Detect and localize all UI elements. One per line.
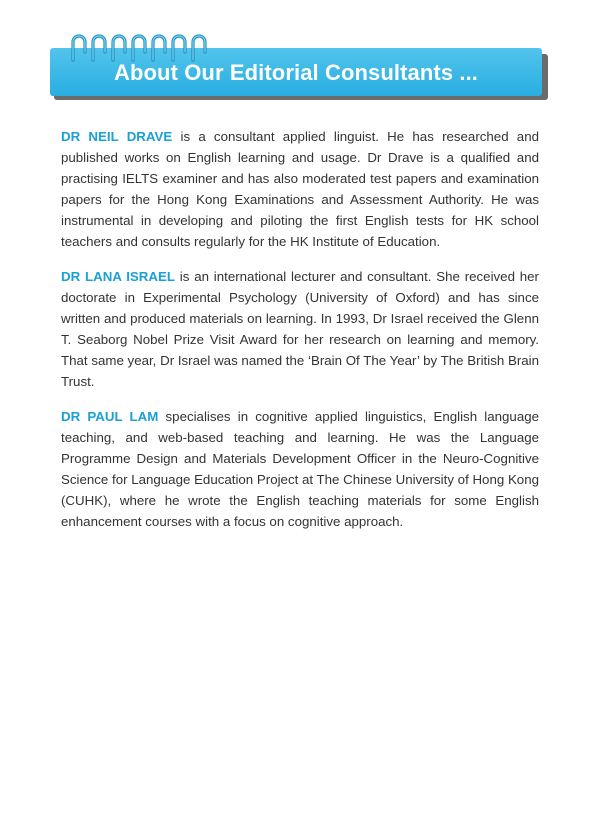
consultants-bio-section: [61, 126, 539, 546]
binder-ring-icon: [68, 30, 90, 64]
consultant-paragraph-drave: [61, 126, 539, 252]
consultant-name: DR PAUL LAM: [61, 409, 159, 424]
consultant-bio: specialises in cognitive applied linguistics, English language teaching, and web-based teaching and learning. He was the Language Programme Design and Materials Development Officer in the Neuro-Cognitive Science for Language Education Project at The Chinese University of Hong Kong (CUHK), where he wrote the English teaching materials for some English enhancement courses with a focus on cognitive approach.: [61, 409, 539, 529]
consultant-bio: is a consultant applied linguist. He has researched and published works on English learning and usage. Dr Drave is a qualified and practising IELTS examiner and has also moderated test papers and examination papers for the Hong Kong Examinations and Assessment Authority. He was instrumental in developing and piloting the first English tests for HK school teachers and consults regularly for the HK Institute of Education.: [61, 129, 539, 249]
consultant-paragraph-lam: [61, 406, 539, 532]
binder-ring-icon: [128, 30, 150, 64]
consultant-name: DR LANA ISRAEL: [61, 269, 175, 284]
binder-ring-icon: [148, 30, 170, 64]
page-title: About Our Editorial Consultants ...: [113, 60, 479, 85]
consultant-name: DR NEIL DRAVE: [61, 129, 173, 144]
binder-ring-icon: [88, 30, 110, 64]
spiral-binder-rings-icon: [68, 30, 268, 66]
binder-ring-icon: [108, 30, 130, 64]
consultant-paragraph-israel: [61, 266, 539, 392]
section-header-banner: [50, 30, 550, 105]
binder-ring-icon: [168, 30, 190, 64]
consultant-bio: is an international lecturer and consultant. She received her doctorate in Experimental Psychology (University of Oxford) and has since written and produced materials on learning. In 1993, Dr Israel received the Glenn T. Seaborg Nobel Prize Visit Award for her research on learning and memory. That same year, Dr Israel was named the ‘Brain Of The Year’ by The British Brain Trust.: [61, 269, 539, 389]
binder-ring-icon: [188, 30, 210, 64]
